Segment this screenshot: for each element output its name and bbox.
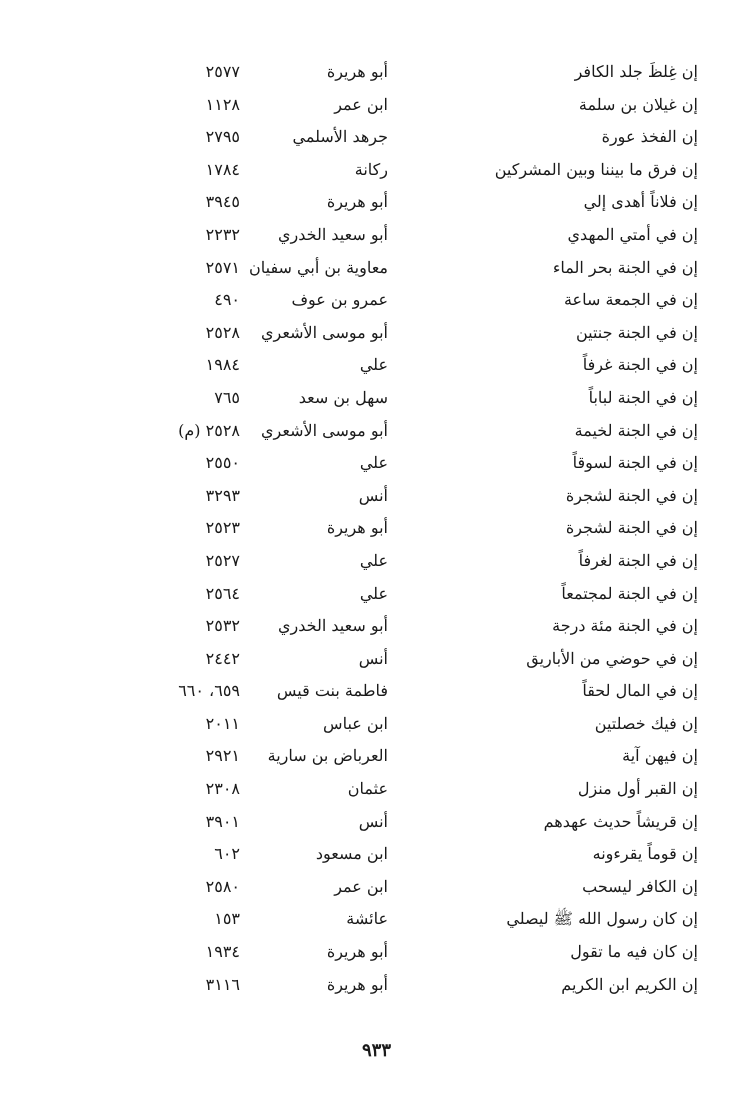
narrator-name: أبو هريرة xyxy=(326,62,388,81)
index-entry xyxy=(150,969,698,1002)
narrator-name: العرباض بن سارية xyxy=(267,746,388,766)
hadith-text: إن في الجمعة ساعة xyxy=(563,290,698,310)
hadith-text: إن في الجنة بحر الماء xyxy=(552,257,698,277)
narrator-name: أبو موسى الأشعري xyxy=(261,420,388,440)
index-entry xyxy=(150,219,698,252)
hadith-number: ٦٥٩، ٦٦٠ xyxy=(178,681,240,701)
index-entry xyxy=(150,284,698,317)
index-entry xyxy=(150,349,698,382)
hadith-text: إن غيلان بن سلمة xyxy=(578,94,698,114)
hadith-number: ٢٥٢٨ (م) xyxy=(178,420,240,440)
index-entry xyxy=(150,121,698,154)
narrator-name: أبو سعيد الخدري xyxy=(278,616,388,636)
hadith-text: إن غِلظَ جلد الكافر xyxy=(574,62,698,81)
narrator-name: معاوية بن أبي سفيان xyxy=(249,257,388,277)
hadith-text: إن فيك خصلتين xyxy=(594,713,698,733)
hadith-text: إن الكريم ابن الكريم xyxy=(561,974,698,994)
narrator-name: ابن عمر xyxy=(334,876,388,896)
hadith-number: ٢٥٢٧ xyxy=(205,550,240,570)
hadith-number: ٢٥٢٣ xyxy=(205,518,240,538)
narrator-name: عمرو بن عوف xyxy=(291,290,388,310)
index-entry xyxy=(150,252,698,285)
index-entry xyxy=(150,89,698,122)
index-entry xyxy=(150,56,698,89)
hadith-number: ٢٣٠٨ xyxy=(205,779,240,799)
narrator-name: أبو هريرة xyxy=(326,942,388,962)
hadith-number: ٢٩٢١ xyxy=(205,746,240,766)
narrator-name: فاطمة بنت قيس xyxy=(276,681,388,701)
hadith-number: ٢٢٣٢ xyxy=(205,224,240,244)
index-entry xyxy=(150,545,698,578)
index-entry xyxy=(150,512,698,545)
narrator-name: أنس xyxy=(358,648,388,668)
hadith-number: ٧٦٥ xyxy=(214,387,240,407)
narrator-name: ركانة xyxy=(354,159,388,179)
index-entry xyxy=(150,186,698,219)
hadith-number: ١٩٣٤ xyxy=(205,942,240,962)
narrator-name: أبو موسى الأشعري xyxy=(261,322,388,342)
hadith-text: إن في الجنة مئة درجة xyxy=(552,616,698,636)
hadith-text: إن في المال لحقاً xyxy=(582,681,698,701)
index-entry xyxy=(150,480,698,513)
hadith-text: إن في الجنة لغرفاً xyxy=(578,550,698,570)
index-entry xyxy=(150,415,698,448)
narrator-name: أنس xyxy=(358,811,388,831)
hadith-text: إن فيهن آية xyxy=(622,746,698,766)
narrator-name: علي xyxy=(359,453,388,473)
index-entry xyxy=(150,675,698,708)
hadith-text: إن في الجنة لشجرة xyxy=(565,485,698,505)
hadith-number: ٢٥٨٠ xyxy=(205,876,240,896)
narrator-name: جرهد الأسلمي xyxy=(292,127,388,147)
hadith-text: إن فلاناً أهدى إلي xyxy=(583,192,698,212)
hadith-number: ٢٠١١ xyxy=(205,713,240,733)
hadith-text: إن في الجنة لخيمة xyxy=(574,420,698,440)
hadith-number: ٢٥٢٨ xyxy=(205,322,240,342)
hadith-number: ٣١١٦ xyxy=(205,974,240,994)
hadith-number: ٢٥٦٤ xyxy=(205,583,240,603)
narrator-name: أبو سعيد الخدري xyxy=(278,224,388,244)
hadith-text: إن قوماً يقرءونه xyxy=(592,844,698,864)
index-entry xyxy=(150,610,698,643)
narrator-name: عائشة xyxy=(346,909,388,929)
hadith-text: إن كان رسول الله ﷺ ليصلي xyxy=(506,909,698,929)
page-number: ٩٣٣ xyxy=(361,1040,391,1061)
index-entry xyxy=(150,154,698,187)
hadith-text: إن القبر أول منزل xyxy=(577,779,698,799)
hadith-text: إن الفخذ عورة xyxy=(601,127,698,147)
narrator-name: علي xyxy=(359,550,388,570)
hadith-text: إن في الجنة لباباً xyxy=(588,387,698,407)
hadith-number: ٢٥٧١ xyxy=(205,257,240,277)
hadith-text: إن الكافر ليسحب xyxy=(582,876,698,896)
hadith-number: ٤٩٠ xyxy=(214,290,240,310)
hadith-number: ٢٤٤٢ xyxy=(205,648,240,668)
index-entry xyxy=(150,708,698,741)
index-entry xyxy=(150,773,698,806)
narrator-name: علي xyxy=(359,583,388,603)
index-entry xyxy=(150,317,698,350)
hadith-number: ٢٥٣٢ xyxy=(205,616,240,636)
index-entry xyxy=(150,871,698,904)
hadith-number: ١١٢٨ xyxy=(205,94,240,114)
narrator-name: ابن عباس xyxy=(323,713,388,733)
hadith-number: ٢٧٩٥ xyxy=(205,127,240,147)
narrator-name: أبو هريرة xyxy=(326,518,388,538)
index-entry xyxy=(150,447,698,480)
narrator-name: أبو هريرة xyxy=(326,974,388,994)
hadith-text: إن في الجنة لسوقاً xyxy=(572,453,698,473)
hadith-text: إن قريشاً حديث عهدهم xyxy=(543,811,698,831)
hadith-number: ١٩٨٤ xyxy=(205,355,240,375)
narrator-name: علي xyxy=(359,355,388,375)
index-entry xyxy=(150,903,698,936)
index-entry xyxy=(150,740,698,773)
hadith-text: إن كان فيه ما تقول xyxy=(570,942,698,962)
hadith-number: ٣٩٠١ xyxy=(205,811,240,831)
hadith-text: إن في الجنة لمجتمعاً xyxy=(561,583,698,603)
hadith-number: ١٥٣ xyxy=(214,909,240,929)
hadith-number: ٦٠٢ xyxy=(214,844,240,864)
index-entry xyxy=(150,838,698,871)
index-entry xyxy=(150,382,698,415)
hadith-text: إن فرق ما بيننا وبين المشركين xyxy=(494,159,698,179)
hadith-text: إن في أمتي المهدي xyxy=(567,224,698,244)
index-entry xyxy=(150,806,698,839)
narrator-name: أبو هريرة xyxy=(326,192,388,212)
hadith-text: إن في الجنة غرفاً xyxy=(582,355,698,375)
hadith-number: ٢٥٥٠ xyxy=(205,453,240,473)
index-entry xyxy=(150,643,698,676)
narrator-name: ابن مسعود xyxy=(315,844,388,864)
hadith-text: إن في الجنة لشجرة xyxy=(565,518,698,538)
hadith-number: ٢٥٧٧ xyxy=(205,62,240,81)
hadith-text: إن في الجنة جنتين xyxy=(575,322,698,342)
hadith-number: ٣٢٩٣ xyxy=(205,485,240,505)
hadith-text: إن في حوضي من الأباريق xyxy=(526,648,698,668)
narrator-name: عثمان xyxy=(347,779,388,799)
hadith-number: ١٧٨٤ xyxy=(205,159,240,179)
hadith-number: ٣٩٤٥ xyxy=(205,192,240,212)
narrator-name: أنس xyxy=(358,485,388,505)
hadith-index-list xyxy=(150,56,698,1001)
narrator-name: سهل بن سعد xyxy=(298,387,388,407)
narrator-name: ابن عمر xyxy=(334,94,388,114)
index-entry xyxy=(150,936,698,969)
index-entry xyxy=(150,578,698,611)
